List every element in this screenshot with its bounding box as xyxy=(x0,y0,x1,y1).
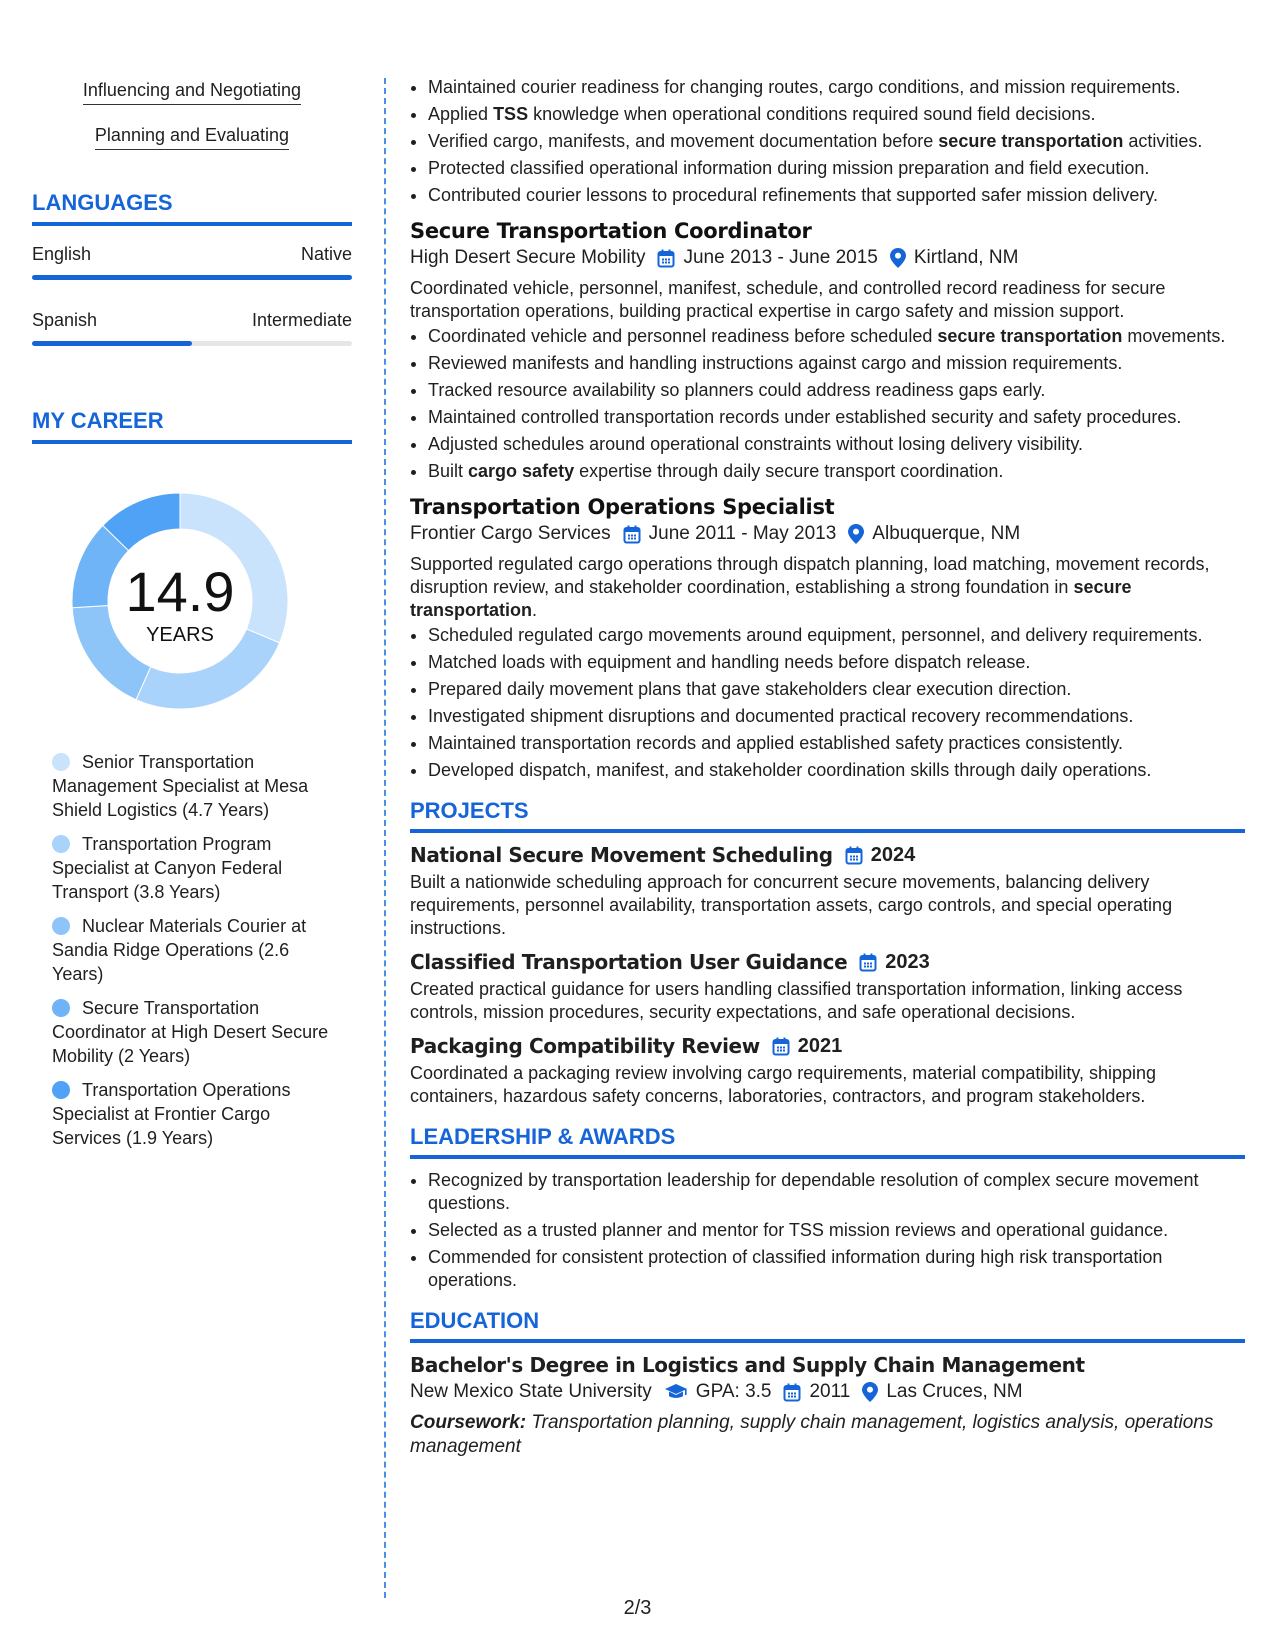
job-description: Coordinated vehicle, personnel, manifest, schedule, and controlled record readiness for secure transportation operations, building practical expertise in cargo safety and mission support. xyxy=(410,278,1166,321)
job-entry xyxy=(410,495,1245,782)
career-donut-chart xyxy=(65,486,295,716)
calendar-icon xyxy=(657,249,675,268)
language-row xyxy=(32,244,352,265)
bullet-item: • Commended for consistent protection of classified information during high risk transportation operations. xyxy=(428,1246,1245,1292)
languages-heading: LANGUAGES xyxy=(32,190,352,226)
job-location: Kirtland, NM xyxy=(913,247,1019,268)
bullet-item: • Matched loads with equipment and handling needs before dispatch release. xyxy=(428,651,1245,674)
legend-label: Nuclear Materials Courier at Sandia Ridge Operations (2.6 Years) xyxy=(52,916,307,984)
skill-item xyxy=(32,80,352,105)
bullet-item: • Protected classified operational information during mission preparation and field execution. xyxy=(428,157,1245,180)
language-row xyxy=(32,310,352,331)
bullet-item: • Selected as a trusted planner and mentor for TSS mission reviews and operational guidance. xyxy=(428,1219,1245,1242)
leadership-list xyxy=(410,1169,1245,1292)
page-number: 2/3 xyxy=(623,1597,652,1619)
legend-dot xyxy=(52,835,70,853)
project-entry xyxy=(410,843,1245,940)
emphasis-text: TSS xyxy=(493,104,529,124)
job-meta xyxy=(410,523,1245,545)
emphasis-text: cargo safety xyxy=(468,461,575,481)
legend-item xyxy=(52,1078,342,1150)
project-description: Coordinated a packaging review involving cargo requirements, material compatibility, shipping containers, hazardous safety concerns, laboratories, contractors, and program stakeholders. xyxy=(410,1063,1157,1106)
projects-list xyxy=(410,843,1245,1108)
language-bar xyxy=(32,341,352,346)
bullet-item: • Adjusted schedules around operational constraints without losing delivery visibility. xyxy=(428,433,1245,456)
project-year: 2024 xyxy=(870,843,916,866)
degree-title: Bachelor's Degree in Logistics and Supply Chain Management xyxy=(410,1353,1085,1377)
job-location: Albuquerque, NM xyxy=(872,523,1021,544)
project-name: Packaging Compatibility Review xyxy=(410,1034,760,1058)
project-title xyxy=(410,950,1245,974)
emphasis-text: secure transportation xyxy=(410,577,1132,620)
legend-item xyxy=(52,996,342,1068)
company-name: Frontier Cargo Services xyxy=(410,523,611,544)
calendar-icon xyxy=(772,1037,790,1056)
coursework-label: Coursework: xyxy=(410,1412,527,1433)
languages-list xyxy=(32,244,352,346)
bullet-item: • Maintained courier readiness for changing routes, cargo conditions, and mission requirements. xyxy=(428,76,1245,99)
project-entry xyxy=(410,1034,1245,1108)
career-total-unit: YEARS xyxy=(146,624,214,646)
career-heading: MY CAREER xyxy=(32,408,352,444)
bullet-item: • Developed dispatch, manifest, and stakeholder coordination skills through daily operations. xyxy=(428,759,1245,782)
legend-label: Transportation Operations Specialist at Frontier Cargo Services (1.9 Years) xyxy=(52,1080,291,1148)
skill-item xyxy=(32,125,352,150)
legend-dot xyxy=(52,917,70,935)
location-pin-icon xyxy=(890,248,906,268)
previous-job-bullets xyxy=(410,76,1245,207)
language-item xyxy=(32,244,352,280)
school-location: Las Cruces, NM xyxy=(886,1381,1023,1402)
donut-center xyxy=(65,486,295,716)
column-divider xyxy=(384,78,386,1598)
experience-list xyxy=(410,219,1245,782)
bullet-item: • Built cargo safety expertise through daily secure transport coordination. xyxy=(428,460,1245,483)
project-year: 2021 xyxy=(797,1034,843,1057)
bullet-item: • Investigated shipment disruptions and documented practical recovery recommendations. xyxy=(428,705,1245,728)
job-title: Secure Transportation Coordinator xyxy=(410,219,812,243)
school-name: New Mexico State University xyxy=(410,1381,652,1402)
bullet-item: • Verified cargo, manifests, and movement documentation before secure transportation activities. xyxy=(428,130,1245,153)
bullet-item: • Coordinated vehicle and personnel readiness before scheduled secure transportation movements. xyxy=(428,325,1245,348)
job-description: Supported regulated cargo operations through dispatch planning, load matching, movement records, disruption review, and stakeholder coordination, establishing a strong foundation in secure transportation. xyxy=(410,554,1210,620)
company-name: High Desert Secure Mobility xyxy=(410,247,646,268)
project-entry xyxy=(410,950,1245,1024)
bullet-item: • Recognized by transportation leadership for dependable resolution of complex secure movement questions. xyxy=(428,1169,1245,1215)
right-column xyxy=(410,76,1245,1459)
project-description: Created practical guidance for users handling classified transportation information, linking access controls, mission procedures, security expectations, and safe operational decisions. xyxy=(410,979,1183,1022)
left-column xyxy=(32,80,352,1160)
bullet-item: • Maintained transportation records and applied established safety practices consistently. xyxy=(428,732,1245,755)
bullet-item: • Maintained controlled transportation records under established security and safety procedures. xyxy=(428,406,1245,429)
education-meta xyxy=(410,1381,1245,1403)
bullet-item: • Tracked resource availability so planners could address readiness gaps early. xyxy=(428,379,1245,402)
career-section xyxy=(32,408,352,1150)
education-entry xyxy=(410,1353,1245,1459)
language-bar-fill xyxy=(32,275,352,280)
project-title xyxy=(410,1034,1245,1058)
legend-dot xyxy=(52,999,70,1017)
graduation-year: 2011 xyxy=(809,1381,851,1402)
legend-dot xyxy=(52,753,70,771)
bullet-item: • Scheduled regulated cargo movements around equipment, personnel, and delivery requirements. xyxy=(428,624,1245,647)
bullet-item: • Prepared daily movement plans that gave stakeholders clear execution direction. xyxy=(428,678,1245,701)
legend-item xyxy=(52,914,342,986)
calendar-icon xyxy=(845,846,863,865)
language-level: Native xyxy=(300,244,352,264)
bullet-item: • Contributed courier lessons to procedural refinements that supported safer mission delivery. xyxy=(428,184,1245,207)
career-total-years: 14.9 xyxy=(125,560,235,623)
legend-item xyxy=(52,832,342,904)
calendar-icon xyxy=(859,953,877,972)
job-entry xyxy=(410,219,1245,483)
project-name: National Secure Movement Scheduling xyxy=(410,843,833,867)
skills-list xyxy=(32,80,352,150)
job-dates: June 2013 - June 2015 xyxy=(683,247,878,268)
graduation-cap-icon xyxy=(664,1383,688,1401)
job-meta xyxy=(410,247,1245,269)
location-pin-icon xyxy=(848,524,864,544)
legend-dot xyxy=(52,1081,70,1099)
career-legend xyxy=(52,750,342,1150)
calendar-icon xyxy=(623,525,641,544)
legend-label: Secure Transportation Coordinator at High Desert Secure Mobility (2 Years) xyxy=(52,998,329,1066)
location-pin-icon xyxy=(862,1382,878,1402)
gpa: GPA: 3.5 xyxy=(695,1381,772,1402)
skill-label: Planning and Evaluating xyxy=(95,125,289,150)
coursework-text: Transportation planning, supply chain management, logistics analysis, operations management xyxy=(410,1412,1214,1457)
emphasis-text: secure transportation xyxy=(938,131,1124,151)
project-title xyxy=(410,843,1245,867)
bullet-item: • Reviewed manifests and handling instructions against cargo and mission requirements. xyxy=(428,352,1245,375)
job-bullets xyxy=(410,325,1245,483)
legend-item xyxy=(52,750,342,822)
project-name: Classified Transportation User Guidance xyxy=(410,950,848,974)
education-heading: EDUCATION xyxy=(410,1308,1245,1343)
language-name: Spanish xyxy=(32,310,98,330)
language-bar-fill xyxy=(32,341,192,346)
bullet-item: • Applied TSS knowledge when operational conditions required sound field decisions. xyxy=(428,103,1245,126)
leadership-heading: LEADERSHIP & AWARDS xyxy=(410,1124,1245,1159)
language-bar xyxy=(32,275,352,280)
calendar-icon xyxy=(783,1383,801,1402)
coursework xyxy=(410,1411,1245,1459)
emphasis-text: secure transportation xyxy=(937,326,1123,346)
languages-section xyxy=(32,190,352,346)
legend-label: Senior Transportation Management Specialist at Mesa Shield Logistics (4.7 Years) xyxy=(52,752,309,820)
job-title: Transportation Operations Specialist xyxy=(410,495,835,519)
language-name: English xyxy=(32,244,92,264)
skill-label: Influencing and Negotiating xyxy=(83,80,301,105)
projects-heading: PROJECTS xyxy=(410,798,1245,833)
project-description: Built a nationwide scheduling approach for concurrent secure movements, balancing delivery requirements, personnel availability, transportation assets, cargo controls, and special operating instructions. xyxy=(410,872,1173,938)
job-dates: June 2011 - May 2013 xyxy=(648,523,837,544)
language-level: Intermediate xyxy=(251,310,352,330)
legend-label: Transportation Program Specialist at Canyon Federal Transport (3.8 Years) xyxy=(52,834,283,902)
job-bullets xyxy=(410,624,1245,782)
language-item xyxy=(32,310,352,346)
project-year: 2023 xyxy=(885,950,930,973)
